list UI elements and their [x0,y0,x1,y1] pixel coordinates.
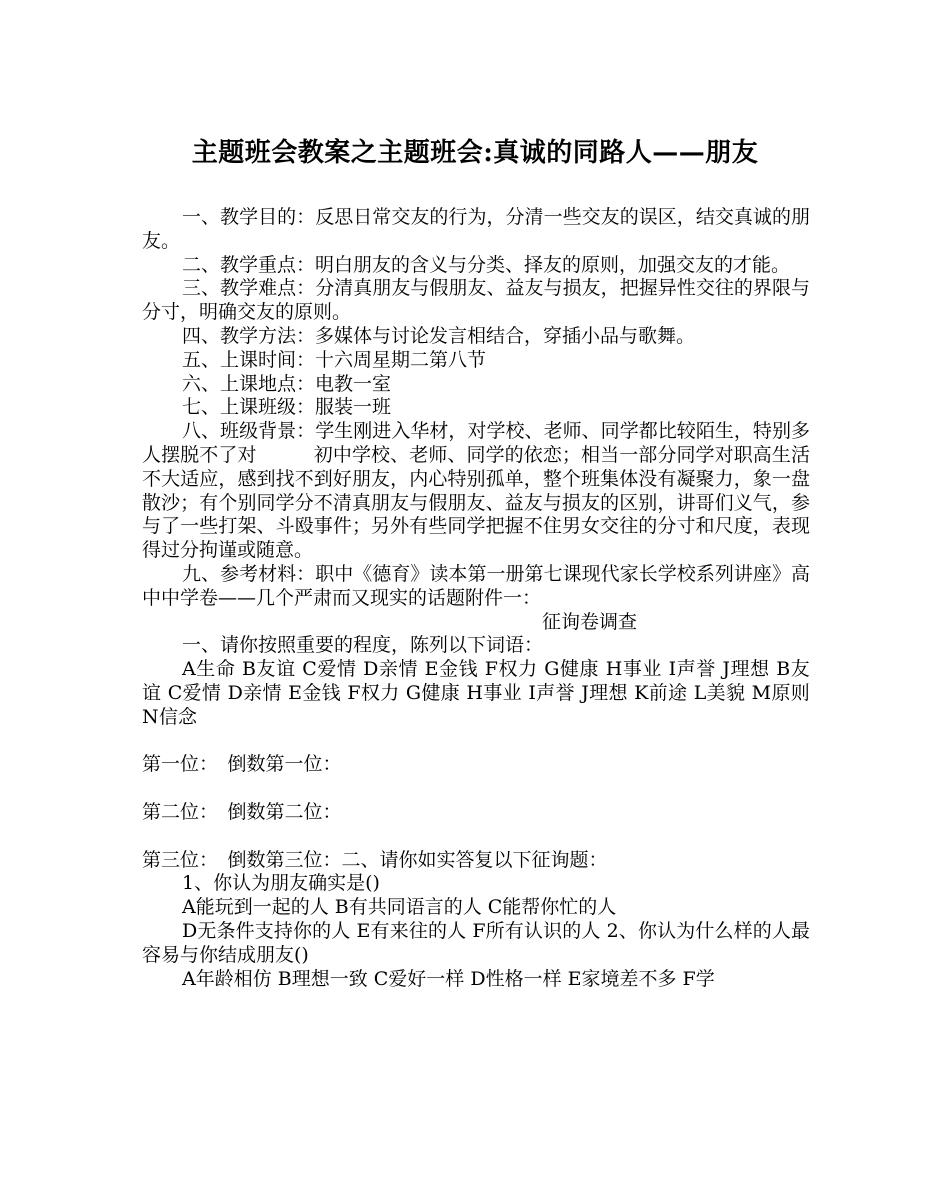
survey-title: 征询卷调查 [542,610,638,633]
rank-line-3: 第三位： 倒数第三位：二、请你如实答复以下征询题： [142,848,608,871]
paragraph-reference-material: 九、参考材料：职中《德育》读本第一册第七课现代家长学校系列讲座》高中中学卷——几个严肃而又现实的话题附件一： [142,562,810,609]
question-1-intro: 一、请你按照重要的程度，陈列以下词语： [182,634,544,657]
rank-line-2: 第二位： 倒数第二位： [142,800,342,823]
question-2-1-options-a: A能玩到一起的人 B有共同语言的人 C能帮你忙的人 [182,896,617,919]
paragraph-class-background: 八、班级背景：学生刚进入华材，对学校、老师、同学都比较陌生，特别多人摆脱不了对 初中学校、老师、同学的依恋；相当一部分同学对职高生活不大适应，感到找不到好朋友，内心特别孤单，整个班集体没有凝聚力，象一盘散沙；有个别同学分不清真朋友与假朋友、益友与损友的区别，讲哥们义气，参与了一些打架、斗殴事件；另外有些同学把握不住男女交往的分寸和尺度，表现得过分拘谨或随意。 [142,420,810,562]
document-body [142,206,810,991]
paragraph-teaching-difficulty: 三、教学难点：分清真朋友与假朋友、益友与损友，把握异性交往的界限与分寸，明确交友的原则。 [142,277,810,324]
paragraph-teaching-goal: 一、教学目的：反思日常交友的行为，分清一些交友的误区，结交真诚的朋友。 [142,206,810,252]
question-2-1: 1、你认为朋友确实是() [182,872,380,895]
spacer [142,825,810,849]
spacer [142,730,810,754]
paragraph-class-time: 五、上课时间：十六周星期二第八节 [182,348,487,371]
question-2-2-options: A年龄相仿 B理想一致 C爱好一样 D性格一样 E家境差不多 F学 [182,967,715,990]
question-2-1-options-b: D无条件支持你的人 E有来往的人 F所有认识的人 2、你认为什么样的人最容易与你结成朋友() [142,919,810,966]
rank-line-1: 第一位： 倒数第一位： [142,753,342,776]
document-title: 主题班会教案之主题班会:真诚的同路人——朋友 [191,138,759,168]
spacer [142,777,810,801]
paragraph-teaching-method: 四、教学方法：多媒体与讨论发言相结合，穿插小品与歌舞。 [182,324,696,347]
paragraph-teaching-focus: 二、教学重点：明白朋友的含义与分类、择友的原则，加强交友的才能。 [182,253,791,276]
question-1-options: A生命 B友谊 C爱情 D亲情 E金钱 F权力 G健康 H事业 I声誉 J理想 B友谊 C爱情 D亲情 E金钱 F权力 G健康 H事业 I声誉 J理想 K前途 L美貌 M原则 N信念 [142,658,810,728]
paragraph-class-location: 六、上课地点：电教一室 [182,372,392,395]
paragraph-class-group: 七、上课班级：服装一班 [182,396,392,419]
